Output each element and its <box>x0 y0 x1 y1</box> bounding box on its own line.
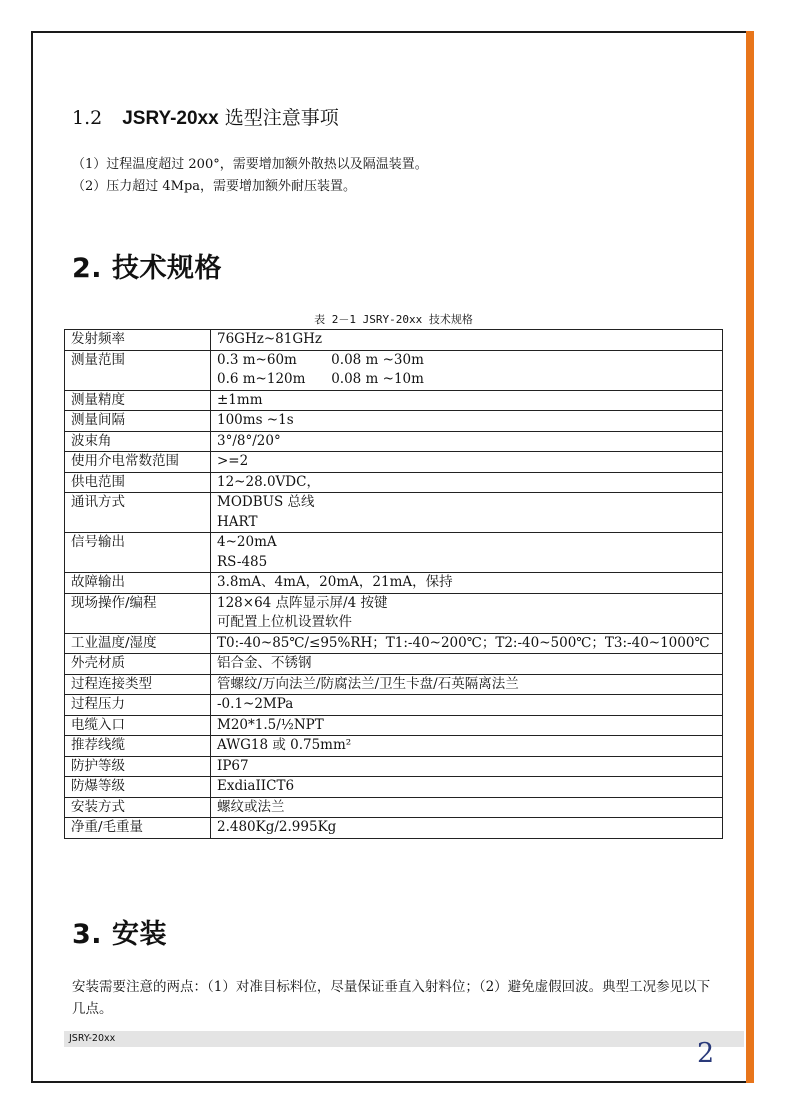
spec-value <box>211 472 723 493</box>
table-row <box>65 533 723 573</box>
table-row <box>65 695 723 716</box>
spec-value-line: RS-485 <box>217 553 268 570</box>
spec-value <box>211 452 723 473</box>
spec-value-line: M20*1.5/½NPT <box>217 716 324 733</box>
spec-value <box>211 633 723 654</box>
spec-value <box>211 573 723 594</box>
spec-value-line: 2.480Kg/2.995Kg <box>217 819 337 835</box>
spec-value-line: T0:-40~85℃/≤95%RH；T1:-40~200℃；T2:-40~500℃；T3:-40~1000℃ <box>217 634 710 651</box>
note-2: （2）压力超过 4Mpa，需要增加额外耐压装置。 <box>72 179 357 194</box>
table-row <box>65 573 723 594</box>
spec-label: 现场操作/编程 <box>65 593 211 633</box>
table-row <box>65 818 723 839</box>
table-row <box>65 431 723 452</box>
spec-value <box>211 695 723 716</box>
table-row <box>65 330 723 351</box>
spec-value-line: ±1mm <box>217 391 263 408</box>
spec-value <box>211 797 723 818</box>
spec-value <box>211 756 723 777</box>
spec-value-line: 76GHz~81GHz <box>217 331 323 347</box>
table-row <box>65 452 723 473</box>
spec-value <box>211 715 723 736</box>
spec-value <box>211 654 723 675</box>
spec-label: 外壳材质 <box>65 654 211 675</box>
accent-bar <box>746 31 754 1083</box>
table-row <box>65 736 723 757</box>
spec-value <box>211 736 723 757</box>
section-number: 1.2 <box>72 107 103 129</box>
spec-value <box>211 411 723 432</box>
spec-label: 安装方式 <box>65 797 211 818</box>
section-1-2-title <box>72 103 339 130</box>
spec-value <box>211 674 723 695</box>
spec-label: 信号输出 <box>65 533 211 573</box>
spec-label: 工业温度/湿度 <box>65 633 211 654</box>
spec-value-line: 4~20mA <box>217 534 277 550</box>
spec-label: 过程连接类型 <box>65 674 211 695</box>
model-name: JSRY-20xx <box>122 108 219 129</box>
spec-label: 过程压力 <box>65 695 211 716</box>
spec-label: 测量精度 <box>65 390 211 411</box>
spec-label: 测量范围 <box>65 350 211 390</box>
spec-value <box>211 818 723 839</box>
spec-value <box>211 533 723 573</box>
spec-value-line: IP67 <box>217 757 249 774</box>
spec-value-line: 0.3 m~60m 0.08 m ~30m <box>217 351 424 368</box>
spec-value-line: >=2 <box>217 453 249 469</box>
table-row <box>65 777 723 798</box>
spec-value-line: AWG18 或 0.75mm² <box>217 737 352 753</box>
spec-value-line: 螺纹或法兰 <box>217 798 285 815</box>
spec-label: 净重/毛重量 <box>65 818 211 839</box>
spec-label: 推荐线缆 <box>65 736 211 757</box>
spec-label: 防护等级 <box>65 756 211 777</box>
spec-label: 使用介电常数范围 <box>65 452 211 473</box>
table-row <box>65 350 723 390</box>
spec-label: 发射频率 <box>65 330 211 351</box>
table-row <box>65 493 723 533</box>
spec-table <box>64 329 723 839</box>
table-row <box>65 633 723 654</box>
footer-bar <box>64 1031 744 1047</box>
spec-value-line: -0.1~2MPa <box>217 696 294 712</box>
section-title-text: 选型注意事项 <box>218 107 339 129</box>
spec-value-line: 3.8mA、4mA，20mA，21mA，保持 <box>217 574 453 590</box>
install-paragraph: 安装需要注意的两点：（1）对准目标料位，尽量保证垂直入射料位；（2）避免虚假回波。典型工况参见以下几点。 <box>72 979 711 1017</box>
section-2-heading: 2. 技术规格 <box>72 253 222 284</box>
spec-value-line: 100ms ~1s <box>217 412 294 428</box>
spec-value <box>211 350 723 390</box>
page-number: 2 <box>697 1038 715 1069</box>
spec-value-line: MODBUS 总线 <box>217 494 315 510</box>
spec-value-line: 管螺纹/万向法兰/防腐法兰/卫生卡盘/石英隔离法兰 <box>217 675 519 692</box>
spec-label: 防爆等级 <box>65 777 211 798</box>
table-row <box>65 593 723 633</box>
table-row <box>65 472 723 493</box>
spec-value-line: 可配置上位机设置软件 <box>217 614 352 630</box>
table-row <box>65 715 723 736</box>
table-row <box>65 756 723 777</box>
spec-label: 电缆入口 <box>65 715 211 736</box>
spec-label: 故障输出 <box>65 573 211 594</box>
table-row <box>65 654 723 675</box>
spec-value <box>211 777 723 798</box>
spec-value <box>211 593 723 633</box>
footer-doc-name: JSRY-20xx <box>69 1033 116 1044</box>
spec-label: 通讯方式 <box>65 493 211 533</box>
spec-value-line: 3°/8°/20° <box>217 432 281 449</box>
table-row <box>65 674 723 695</box>
spec-label: 供电范围 <box>65 472 211 493</box>
table-row <box>65 797 723 818</box>
table-row <box>65 411 723 432</box>
spec-value <box>211 390 723 411</box>
spec-value <box>211 330 723 351</box>
spec-value-line: 铝合金、不锈钢 <box>217 655 312 671</box>
note-1: （1）过程温度超过 200°，需要增加额外散热以及隔温装置。 <box>72 157 428 172</box>
section-3-heading: 3. 安装 <box>72 919 167 950</box>
spec-value-line: 0.6 m~120m 0.08 m ~10m <box>217 371 424 387</box>
spec-value-line: ExdiaIICT6 <box>217 778 295 794</box>
spec-value-line: HART <box>217 513 258 530</box>
spec-value <box>211 431 723 452</box>
spec-value-line: 12~28.0VDC， <box>217 473 320 490</box>
spec-value-line: 128×64 点阵显示屏/4 按键 <box>217 594 388 611</box>
table-row <box>65 390 723 411</box>
spec-label: 波束角 <box>65 431 211 452</box>
table-caption: 表 2－1 JSRY-20xx 技术规格 <box>314 313 473 326</box>
spec-value <box>211 493 723 533</box>
spec-label: 测量间隔 <box>65 411 211 432</box>
